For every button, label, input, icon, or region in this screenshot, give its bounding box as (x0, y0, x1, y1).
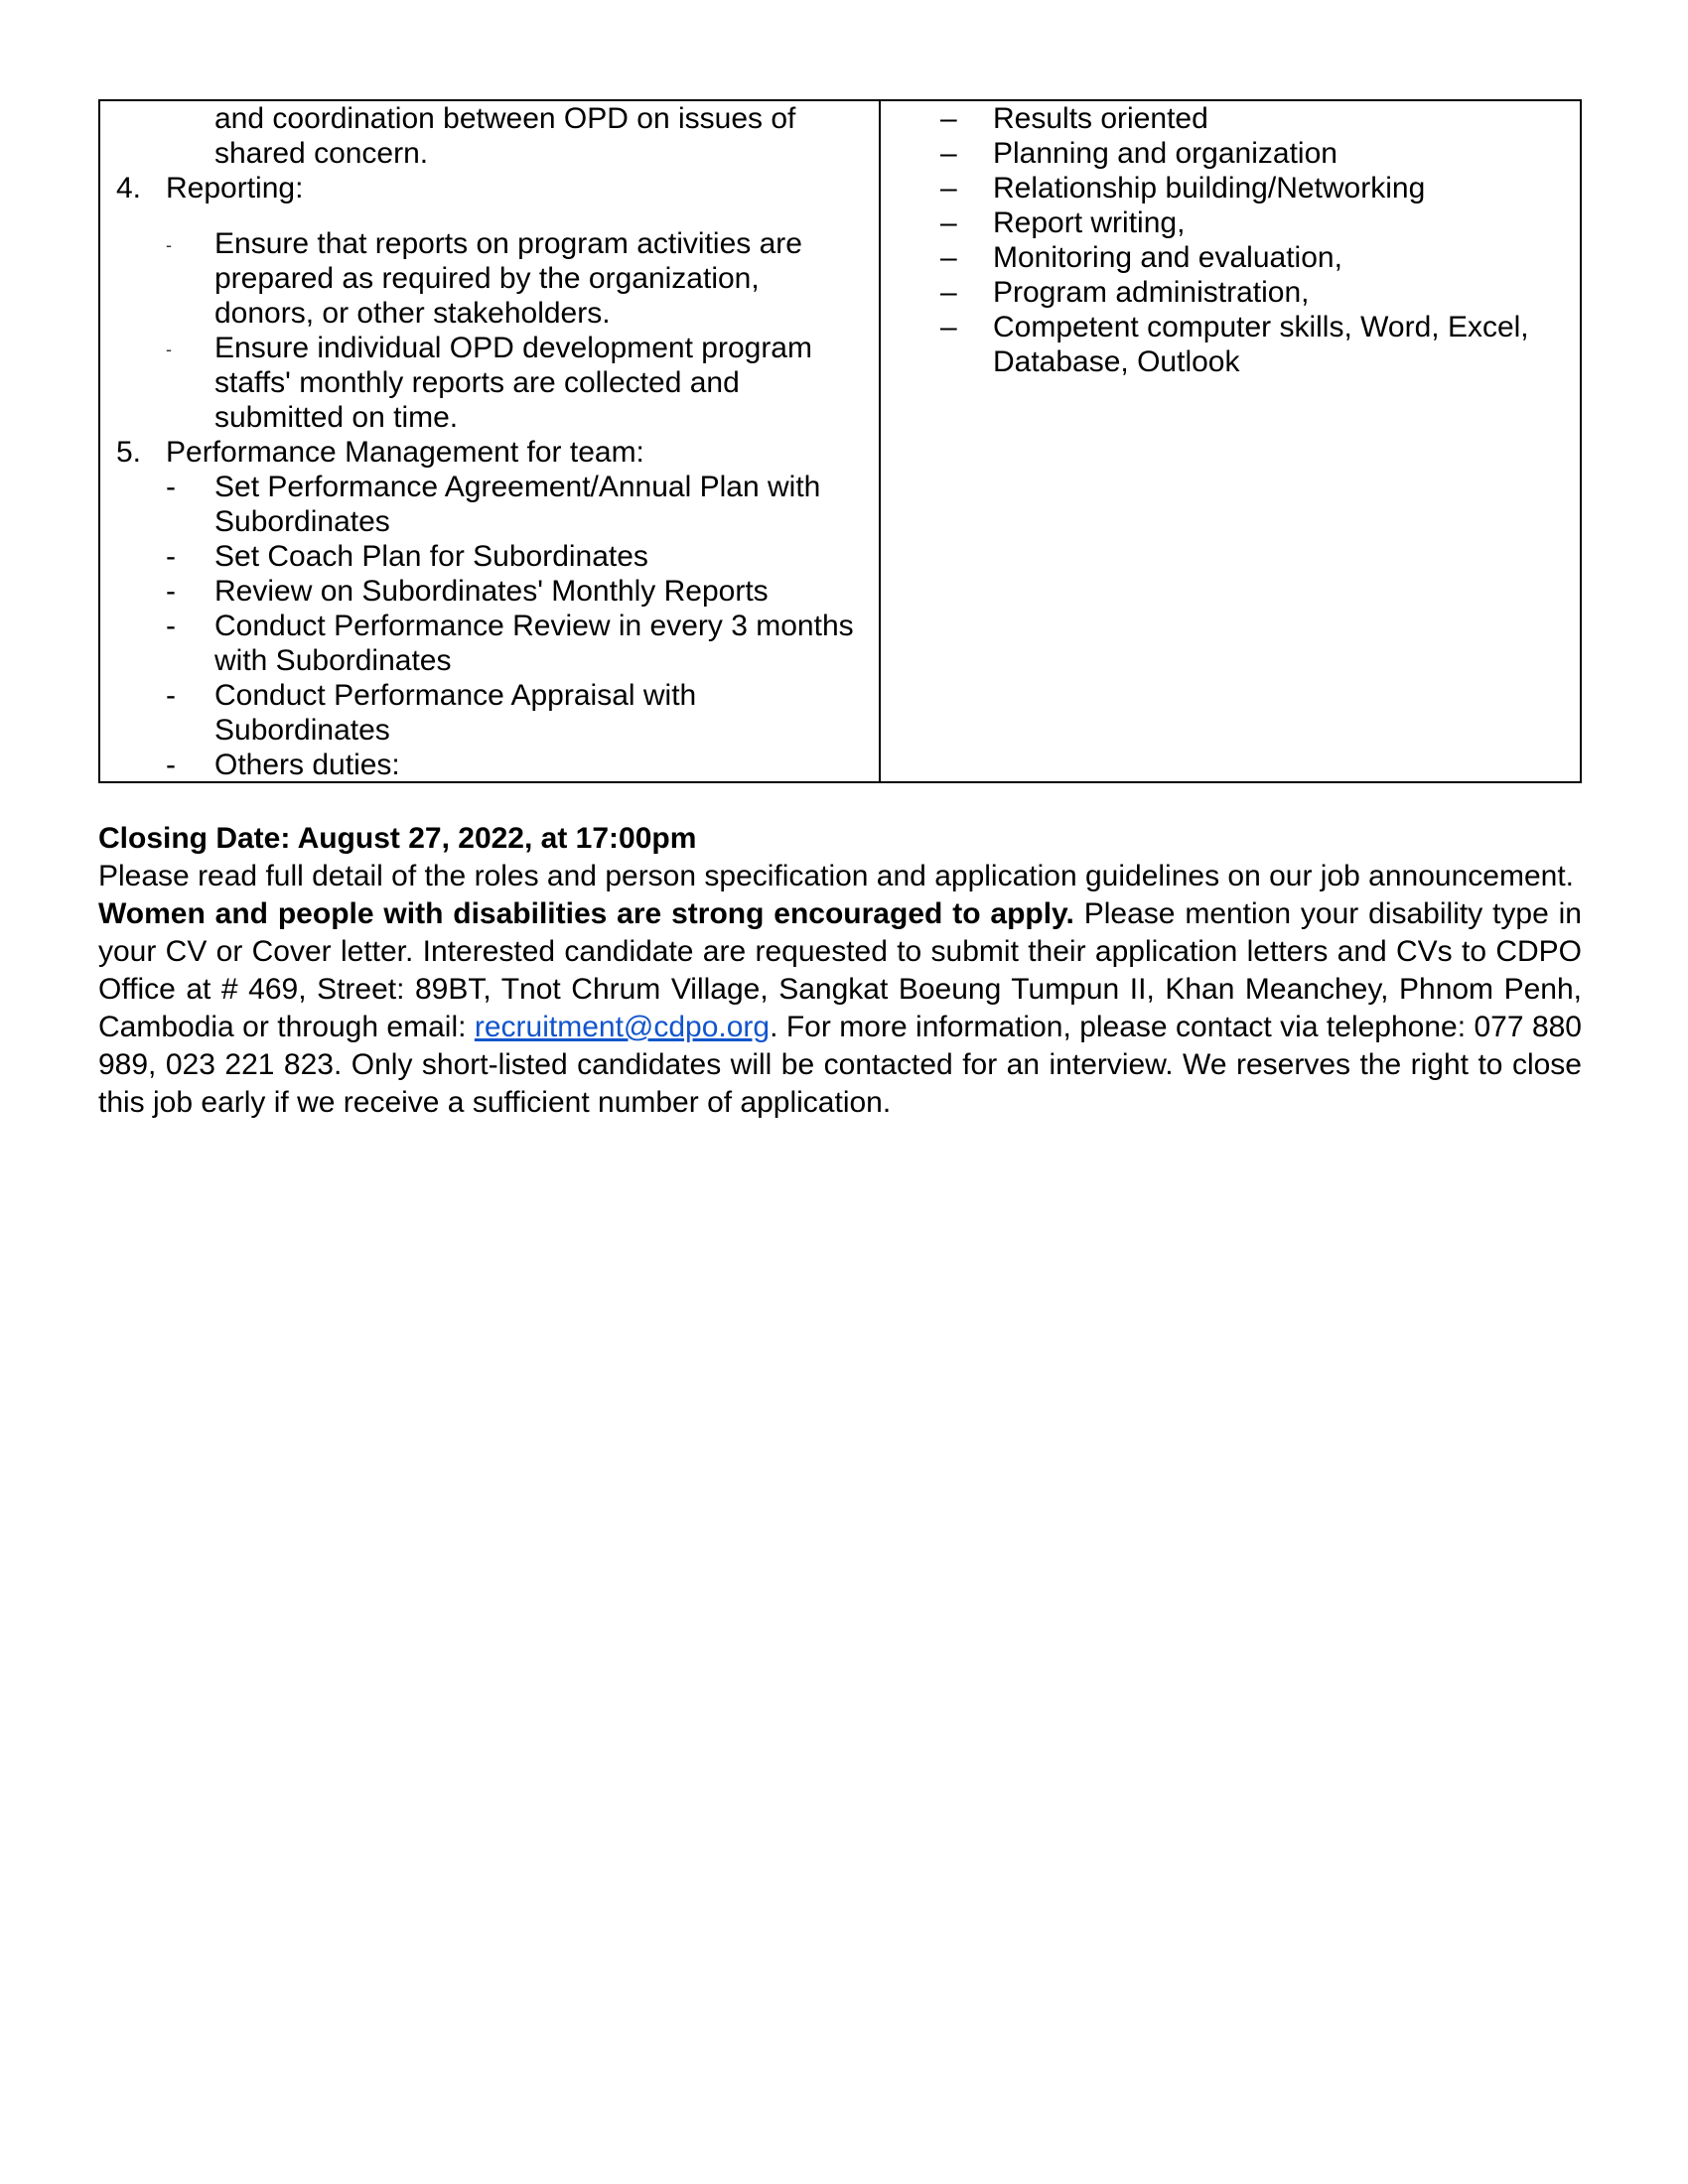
application-paragraph (98, 895, 1582, 1122)
list-item: Program administration, (993, 276, 1310, 309)
closing-date-heading: Closing Date: August 27, 2022, at 17:00pm (98, 822, 697, 855)
list-item: Relationship building/Networking (993, 172, 1426, 205)
guidelines-paragraph (98, 858, 1582, 895)
duties-column (100, 101, 881, 781)
bullet-dash: - (166, 540, 176, 573)
list-item: Database, Outlook (993, 345, 1240, 378)
list-item: Ensure individual OPD development program (214, 332, 812, 364)
encouragement-text: Women and people with disabilities are strong encouraged to apply. (98, 897, 1074, 930)
bullet-dash: – (940, 276, 957, 309)
item-heading-reporting: Reporting: (166, 172, 304, 205)
list-item: submitted on time. (214, 401, 459, 434)
bullet-dash: - (166, 340, 172, 359)
email-link[interactable]: recruitment@cdpo.org (474, 1011, 771, 1043)
bullet-dash: – (940, 137, 957, 170)
list-item: Conduct Performance Review in every 3 months (214, 610, 854, 642)
bullet-dash: – (940, 311, 957, 343)
item-number: 4. (116, 172, 142, 205)
list-item: Review on Subordinates' Monthly Reports (214, 575, 769, 608)
bullet-dash: – (940, 241, 957, 274)
list-item: Set Performance Agreement/Annual Plan with (214, 471, 821, 503)
list-item: Results oriented (993, 102, 1208, 135)
list-item: Planning and organization (993, 137, 1337, 170)
guidelines-text: Please read full detail of the roles and person specification and application guidelines on our job announcement. (98, 860, 1574, 892)
list-item: Conduct Performance Appraisal with (214, 679, 697, 712)
bullet-dash: - (166, 235, 172, 255)
list-item: Subordinates (214, 505, 390, 538)
competencies-column (881, 101, 1580, 781)
item-number: 5. (116, 436, 142, 469)
item-heading-performance: Performance Management for team: (166, 436, 644, 469)
bullet-dash: - (166, 610, 176, 642)
list-item: Competent computer skills, Word, Excel, (993, 311, 1529, 343)
bullet-dash: - (166, 679, 176, 712)
list-item: Subordinates (214, 714, 390, 747)
list-item: prepared as required by the organization, (214, 262, 760, 295)
list-item: Monitoring and evaluation, (993, 241, 1342, 274)
closing-section (98, 820, 1582, 1122)
list-item: donors, or other stakeholders. (214, 297, 611, 330)
bullet-dash: - (166, 575, 176, 608)
list-item: Others duties: (214, 749, 400, 781)
list-item: Ensure that reports on program activities are (214, 227, 802, 260)
bullet-dash: – (940, 172, 957, 205)
bullet-dash: – (940, 206, 957, 239)
application-text: Please mention your disability type in your CV or Cover letter. Interested candidate are requested to submit their application letters and CVs to CDPO Office at # 469, Street: 89BT, Tnot Chrum Village, Sangkat Boeung Tumpun II, Khan Meanchey, Phnom Penh, Cambodia or through email: (98, 897, 1582, 1043)
intro-line: and coordination between OPD on issues of (214, 102, 796, 135)
contact-text: . For more information, please contact via telephone: 077 880 989, 023 221 823. Only short-listed candidates will be contacted for an interview. We reserves the right to close this job early if we receive a sufficient number of application. (98, 1011, 1582, 1119)
list-item: Report writing, (993, 206, 1186, 239)
duties-competencies-table (98, 99, 1582, 783)
list-item: staffs' monthly reports are collected and (214, 366, 740, 399)
list-item: Set Coach Plan for Subordinates (214, 540, 648, 573)
bullet-dash: - (166, 749, 176, 781)
bullet-dash: - (166, 471, 176, 503)
bullet-dash: – (940, 102, 957, 135)
intro-line: shared concern. (214, 137, 429, 170)
list-item: with Subordinates (214, 644, 452, 677)
